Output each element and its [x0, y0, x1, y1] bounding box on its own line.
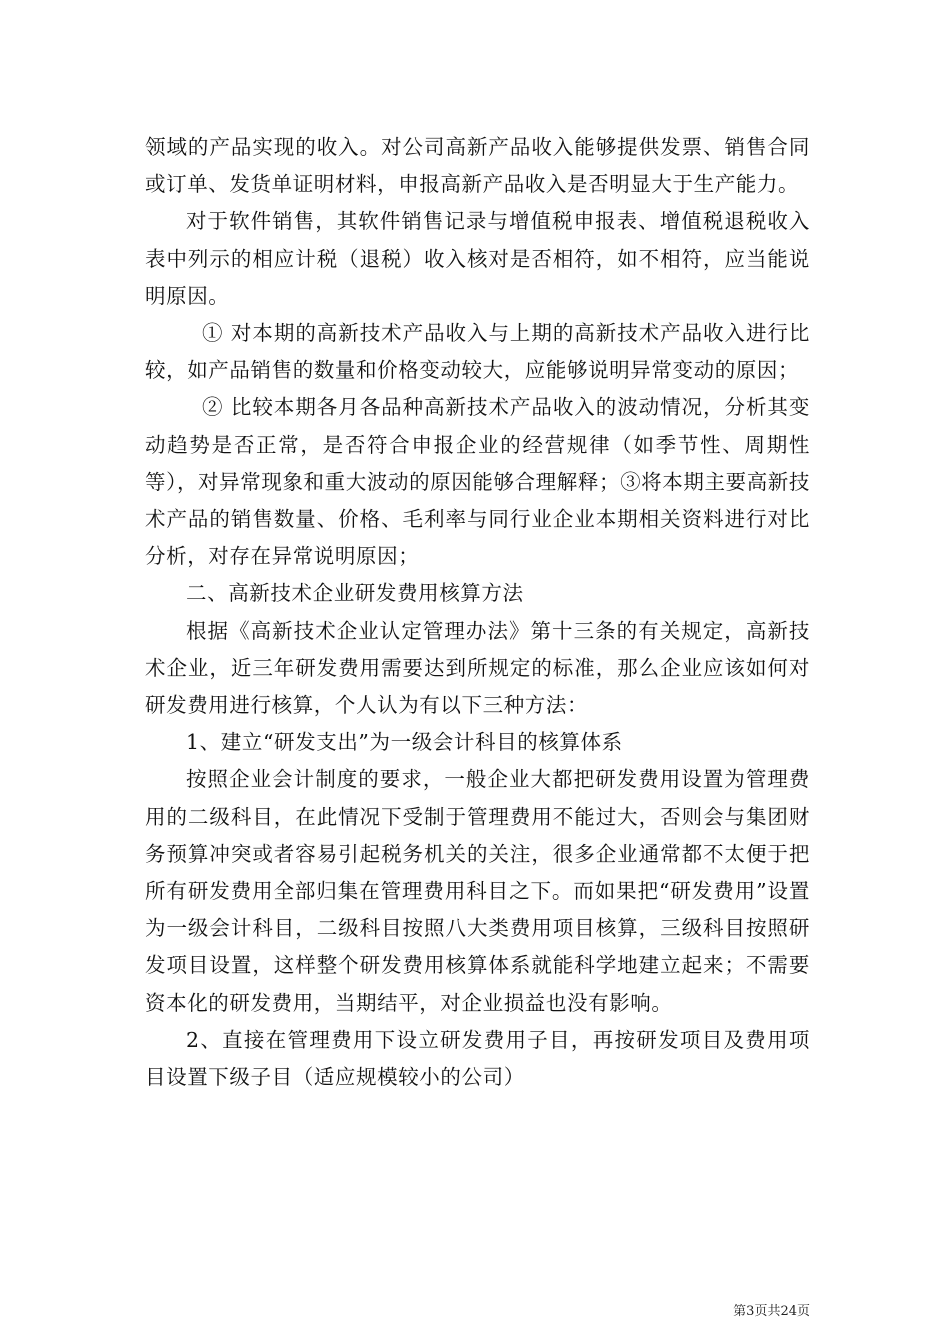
paragraph-regulation: 根据《高新技术企业认定管理办法》第十三条的有关规定，高新技术企业，近三年研发费用需要达到所规定的标准，那么企业应该如何对研发费用进行核算，个人认为有以下三种方法：: [145, 618, 810, 718]
subheading-method-1: 1、建立“研发支出”为一级会计科目的核算体系: [186, 730, 623, 755]
paragraph-method-1-detail: 按照企业会计制度的要求，一般企业大都把研发费用设置为管理费用的二级科目，在此情况下受制于管理费用不能过大，否则会与集团财务预算冲突或者容易引起税务机关的关注，很多企业通常都不太便于把所有研发费用全部归集在管理费用科目之下。而如果把“研发费用”设置为一级会计科目，二级科目按照八大类费用项目核算，三级科目按照研发项目设置，这样整个研发费用核算体系就能科学地建立起来；不需要资本化的研发费用，当期结平，对企业损益也没有影响。: [145, 767, 810, 1015]
subheading-method-2: 2、直接在管理费用下设立研发费用子目，再按研发项目及费用项目设置下级子目（适应规模较小的公司）: [145, 1027, 810, 1090]
paragraph-software-sales: 对于软件销售，其软件销售记录与增值税申报表、增值税退税收入表中列示的相应计税（退税）收入核对是否相符，如不相符，应当能说明原因。: [145, 209, 810, 308]
document-body: [145, 129, 810, 1096]
paragraph-item-2: ② 比较本期各月各品种高新技术产品收入的波动情况，分析其变动趋势是否正常，是否符合申报企业的经营规律（如季节性、周期性等），对异常现象和重大波动的原因能够合理解释；③将本期主要高新技术产品的销售数量、价格、毛利率与同行业企业本期相关资料进行对比分析，对存在异常说明原因；: [145, 395, 810, 569]
page-number: 第3页共24页: [733, 1304, 810, 1319]
paragraph-item-1: ① 对本期的高新技术产品收入与上期的高新技术产品收入进行比较，如产品销售的数量和价格变动较大，应能够说明异常变动的原因；: [145, 321, 810, 383]
paragraph-continuation: 领域的产品实现的收入。对公司高新产品收入能够提供发票、销售合同或订单、发货单证明材料，申报高新产品收入是否明显大于生产能力。: [145, 135, 810, 197]
section-heading-rd-accounting: 二、高新技术企业研发费用核算方法: [186, 581, 524, 606]
